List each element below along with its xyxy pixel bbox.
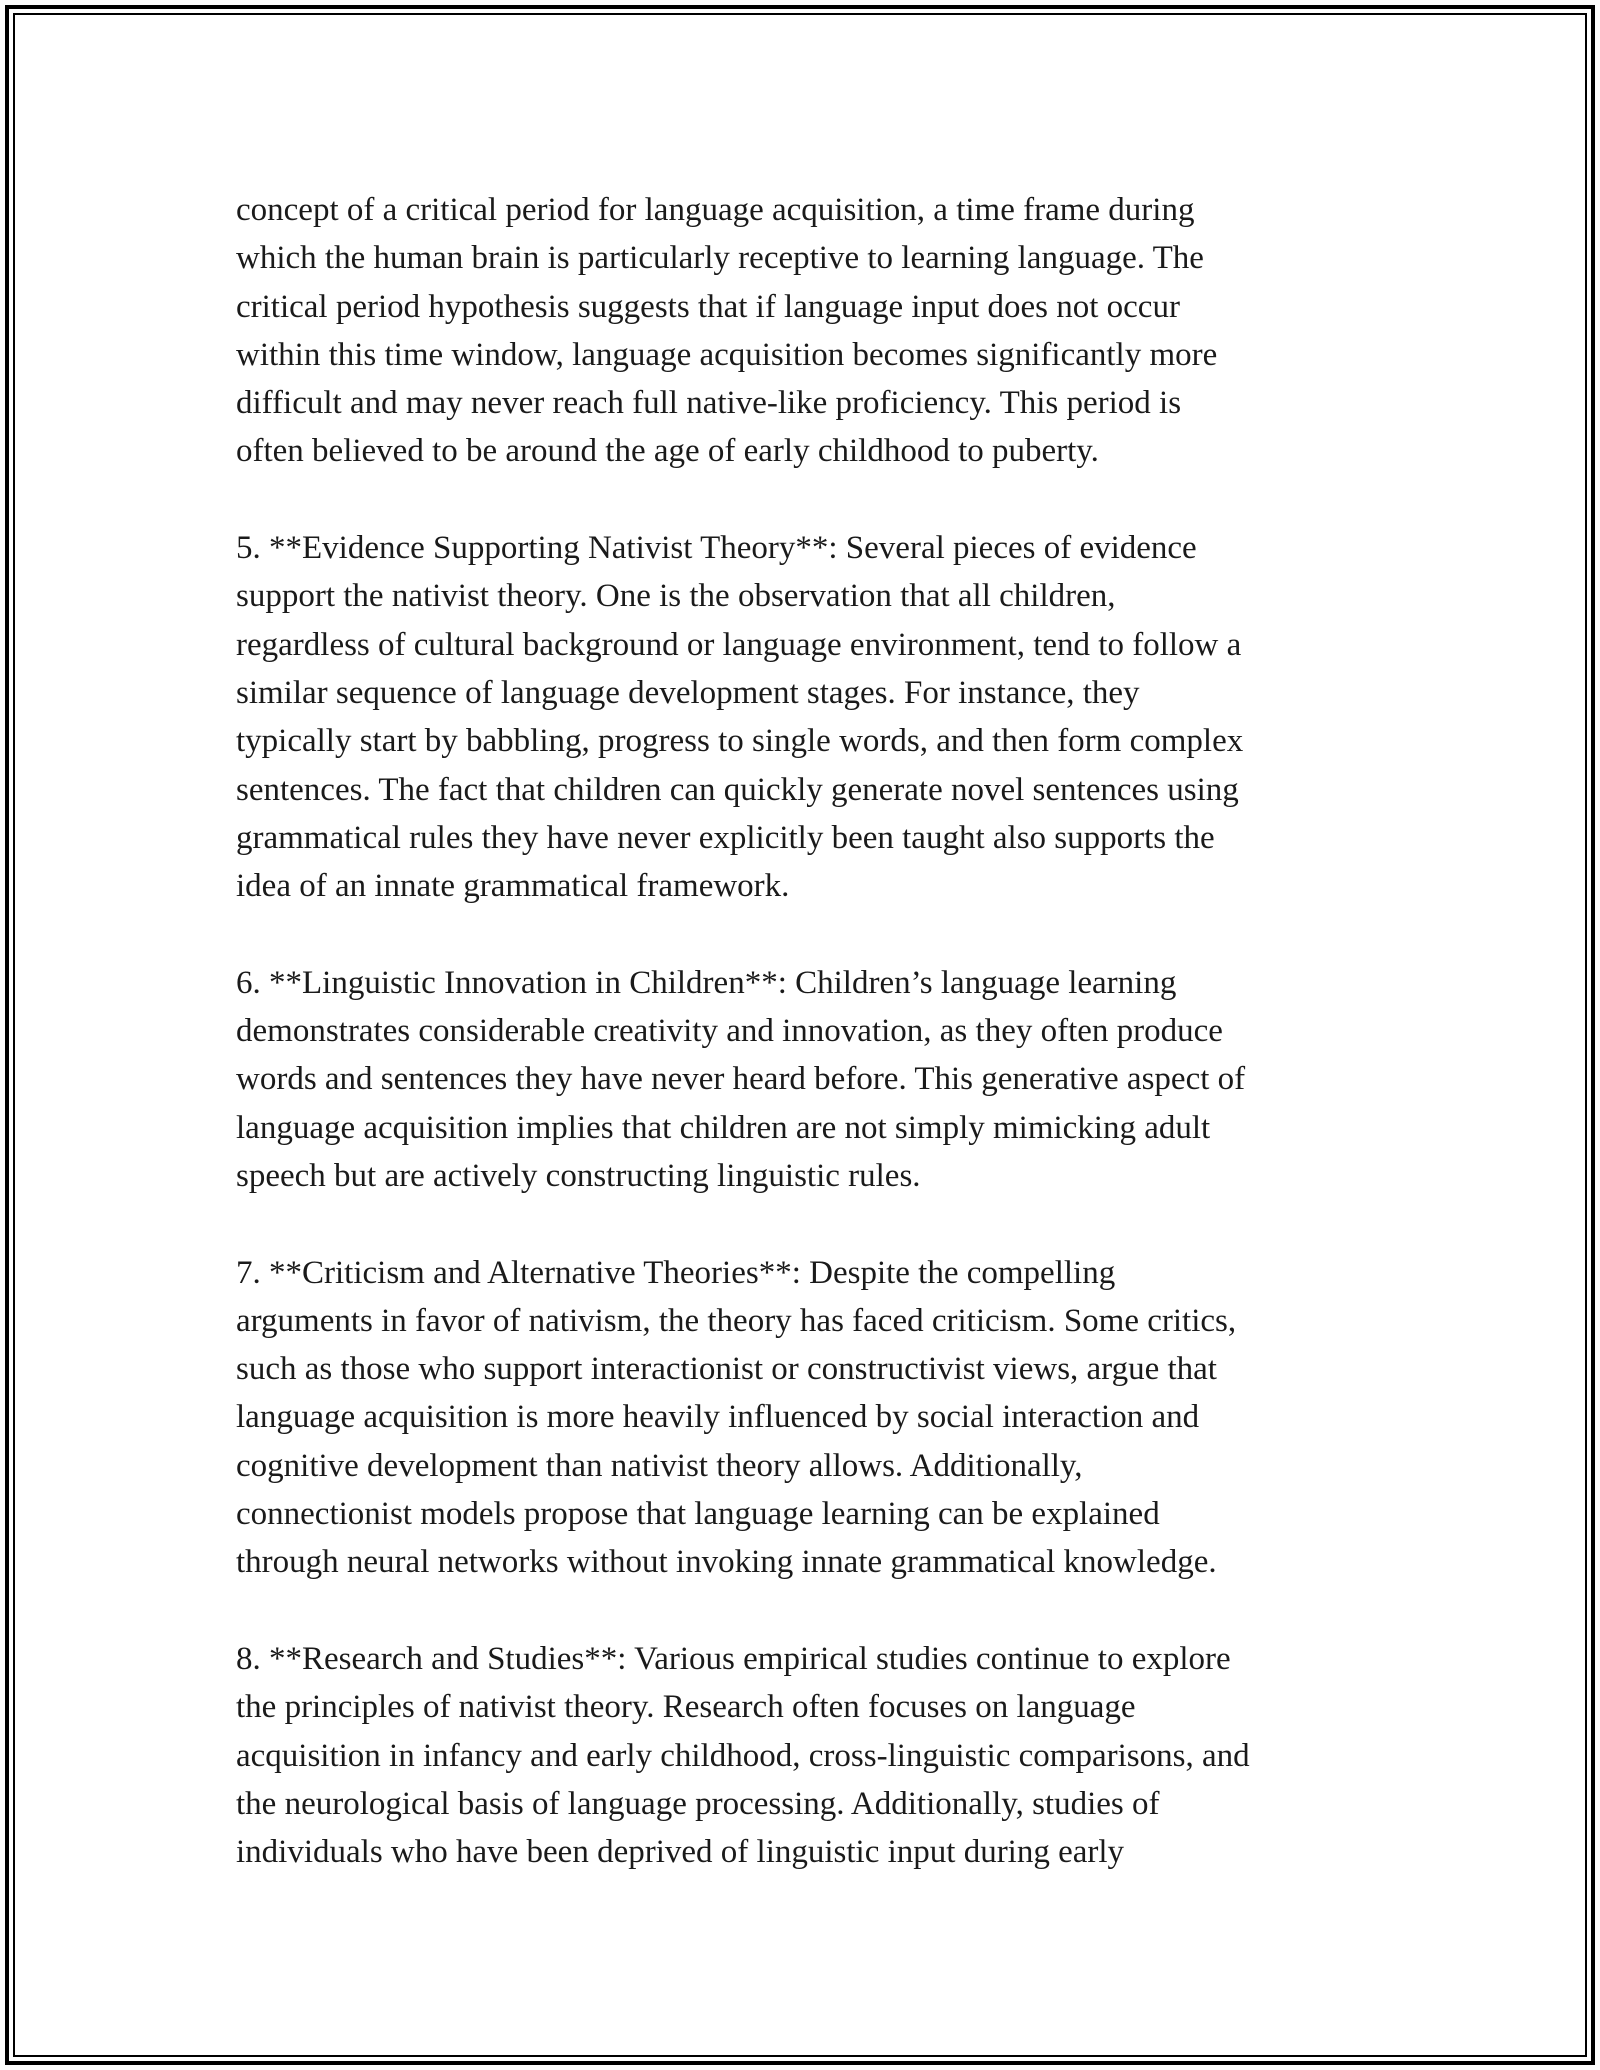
text-line: individuals who have been deprived of linguistic input during early bbox=[236, 1834, 1125, 1871]
text-line: support the nativist theory. One is the observation that all children, bbox=[236, 578, 1116, 615]
text-line: 8. **Research and Studies**: Various empirical studies continue to explore bbox=[236, 1640, 1231, 1677]
paragraph bbox=[236, 524, 1386, 910]
text-line: grammatical rules they have never explicitly been taught also supports the bbox=[236, 819, 1215, 856]
paragraph bbox=[236, 959, 1386, 1200]
text-line: arguments in favor of nativism, the theory has faced criticism. Some critics, bbox=[236, 1302, 1237, 1339]
text-line: 5. **Evidence Supporting Nativist Theory**: Several pieces of evidence bbox=[236, 530, 1197, 567]
text-line: similar sequence of language development stages. For instance, they bbox=[236, 674, 1140, 711]
text-line: the principles of nativist theory. Research often focuses on language bbox=[236, 1689, 1136, 1726]
document-body bbox=[236, 186, 1386, 1925]
text-line: difficult and may never reach full native-like proficiency. This period is bbox=[236, 385, 1182, 422]
text-line: cognitive development than nativist theory allows. Additionally, bbox=[236, 1447, 1083, 1484]
paragraph bbox=[236, 1249, 1386, 1587]
paragraph bbox=[236, 1635, 1386, 1876]
text-line: often believed to be around the age of early childhood to puberty. bbox=[236, 433, 1099, 470]
text-line: which the human brain is particularly receptive to learning language. The bbox=[236, 240, 1204, 277]
text-line: connectionist models propose that language learning can be explained bbox=[236, 1496, 1160, 1533]
text-line: typically start by babbling, progress to single words, and then form complex bbox=[236, 723, 1244, 760]
text-line: the neurological basis of language processing. Additionally, studies of bbox=[236, 1785, 1160, 1822]
text-line: acquisition in infancy and early childhood, cross-linguistic comparisons, and bbox=[236, 1737, 1250, 1774]
text-line: such as those who support interactionist or constructivist views, argue that bbox=[236, 1351, 1217, 1388]
text-line: through neural networks without invoking innate grammatical knowledge. bbox=[236, 1544, 1217, 1581]
text-line: concept of a critical period for language acquisition, a time frame during bbox=[236, 192, 1195, 228]
text-line: 6. **Linguistic Innovation in Children**: Children’s language learning bbox=[236, 964, 1177, 1001]
text-line: idea of an innate grammatical framework. bbox=[236, 868, 790, 905]
text-line: regardless of cultural background or language environment, tend to follow a bbox=[236, 626, 1242, 663]
text-line: language acquisition implies that children are not simply mimicking adult bbox=[236, 1109, 1211, 1146]
text-line: sentences. The fact that children can quickly generate novel sentences using bbox=[236, 771, 1239, 808]
text-line: within this time window, language acquisition becomes significantly more bbox=[236, 336, 1218, 373]
text-line: 7. **Criticism and Alternative Theories**: Despite the compelling bbox=[236, 1254, 1116, 1291]
text-line: speech but are actively constructing linguistic rules. bbox=[236, 1157, 921, 1194]
text-line: language acquisition is more heavily influenced by social interaction and bbox=[236, 1399, 1200, 1436]
text-line: words and sentences they have never heard before. This generative aspect of bbox=[236, 1061, 1246, 1098]
text-line: demonstrates considerable creativity and innovation, as they often produce bbox=[236, 1013, 1223, 1050]
text-line: critical period hypothesis suggests that if language input does not occur bbox=[236, 288, 1180, 325]
paragraph bbox=[236, 186, 1386, 476]
